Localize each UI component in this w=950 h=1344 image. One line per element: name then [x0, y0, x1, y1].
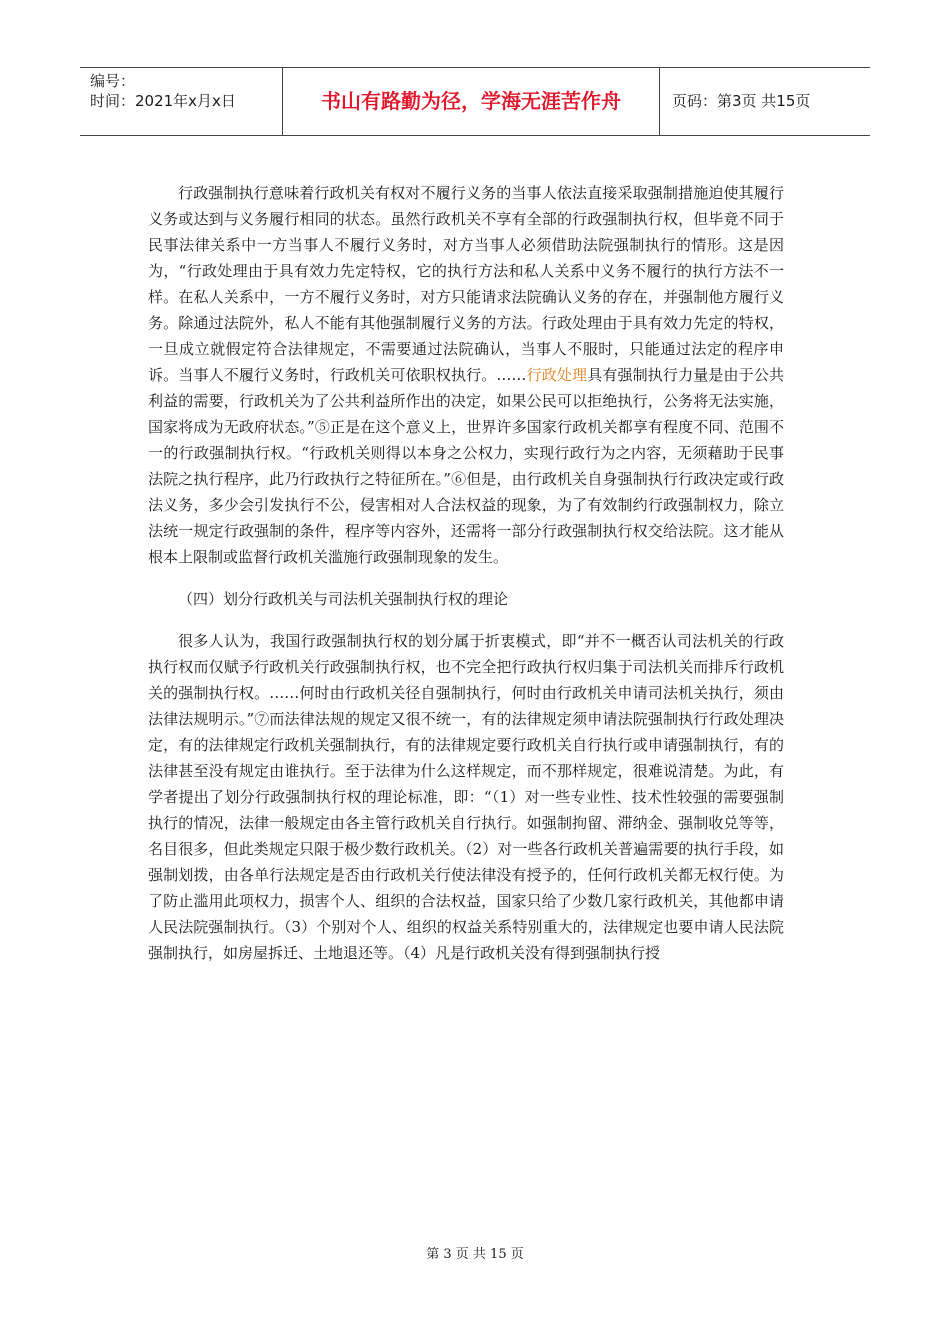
page-header — [80, 67, 870, 136]
number-label: 编号： — [90, 72, 136, 90]
header-meta — [80, 68, 282, 135]
header-page-label: 页码：第3页 共15页 — [672, 92, 811, 110]
paragraph-1 — [148, 180, 784, 570]
section-heading: （四）划分行政机关与司法机关强制执行权的理论 — [178, 590, 509, 608]
page-footer: 第 3 页 共 15 页 — [426, 1247, 524, 1262]
paragraph-2: 很多人认为，我国行政强制执行权的划分属于折衷模式，即“并不一概否认司法机关的行政执行权而仅赋予行政机关行政强制执行权，也不完全把行政执行权归集于司法机关而排斥行政机关的强制执行权。……何时由行政机关径自强制执行，何时由行政机关申请司法机关执行，须由法律法规明示。”⑦而法律法规的规定又很不统一，有的法律规定须申请法院强制执行行政处理决定，有的法律规定行政机关强制执行，有的法律规定要行政机关自行执行或申请强制执行，有的法律甚至没有规定由谁执行。至于法律为什么这样规定，而不那样规定，很难说清楚。为此，有学者提出了划分行政强制执行权的理论标准，即：“（1）对一些专业性、技术性较强的需要强制执行的情况，法律一般规定由各主管行政机关自行执行。如强制拘留、滞纳金、强制收兑等等，名目很多，但此类规定只限于极少数行政机关。（2）对一些各行政机关普遍需要的执行手段，如强制划拨，由各单行法规定是否由行政机关行使法律没有授予的，任何行政机关都无权行使。为了防止滥用此项权力，损害个人、组织的合法权益，国家只给了少数几家行政机关，其他都申请人民法院强制执行。（3）个别对个人、组织的权益关系特别重大的，法律规定也要申请人民法院强制执行，如房屋拆迁、土地退还等。（4）凡是行政机关没有得到强制执行授 — [148, 632, 784, 962]
paragraph-1-text-a: 行政强制执行意味着行政机关有权对不履行义务的当事人依法直接采取强制措施迫使其履行义务或达到与义务履行相同的状态。虽然行政机关不享有全部的行政强制执行权，但毕竟不同于民事法律关系中一方当事人不履行义务时，对方当事人必须借助法院强制执行的情形。这是因为，“行政处理由于具有效力先定特权，它的执行方法和私人关系中义务不履行的执行方法不一样。在私人关系中，一方不履行义务时，对方只能请求法院确认义务的存在，并强制他方履行义务。除通过法院外，私人不能有其他强制履行义务的方法。行政处理由于具有效力先定的特权，一旦成立就假定符合法律规定，不需要通过法院确认，当事人不服时，只能通过法定的程序申诉。当事人不履行义务时，行政机关可依职权执行。…… — [148, 184, 784, 384]
paragraph-1-text-b: 具有强制执行力量是由于公共利益的需要，行政机关为了公共利益所作出的决定，如果公民可以拒绝执行，公务将无法实施，国家将成为无政府状态。”⑤正是在这个意义上，世界许多国家行政机关都享有程度不同、范围不一的行政强制执行权。“行政机关则得以本身之公权力，实现行政行为之内容，无须藉助于民事法院之执行程序，此乃行政执行之特征所在。”⑥但是，由行政机关自身强制执行行政决定或行政法义务，多少会引发执行不公，侵害相对人合法权益的现象，为了有效制约行政强制权力，除立法统一规定行政强制的条件，程序等内容外，还需将一部分行政强制执行权交给法院。这才能从根本上限制或监督行政机关滥施行政强制现象的发生。 — [148, 366, 784, 566]
date-label: 时间：2021年x月x日 — [90, 92, 236, 110]
header-motto: 书山有路勤为径，学海无涯苦作舟 — [282, 68, 660, 135]
administrative-decision-link[interactable]: 行政处理 — [526, 366, 588, 384]
document-body — [148, 180, 784, 966]
